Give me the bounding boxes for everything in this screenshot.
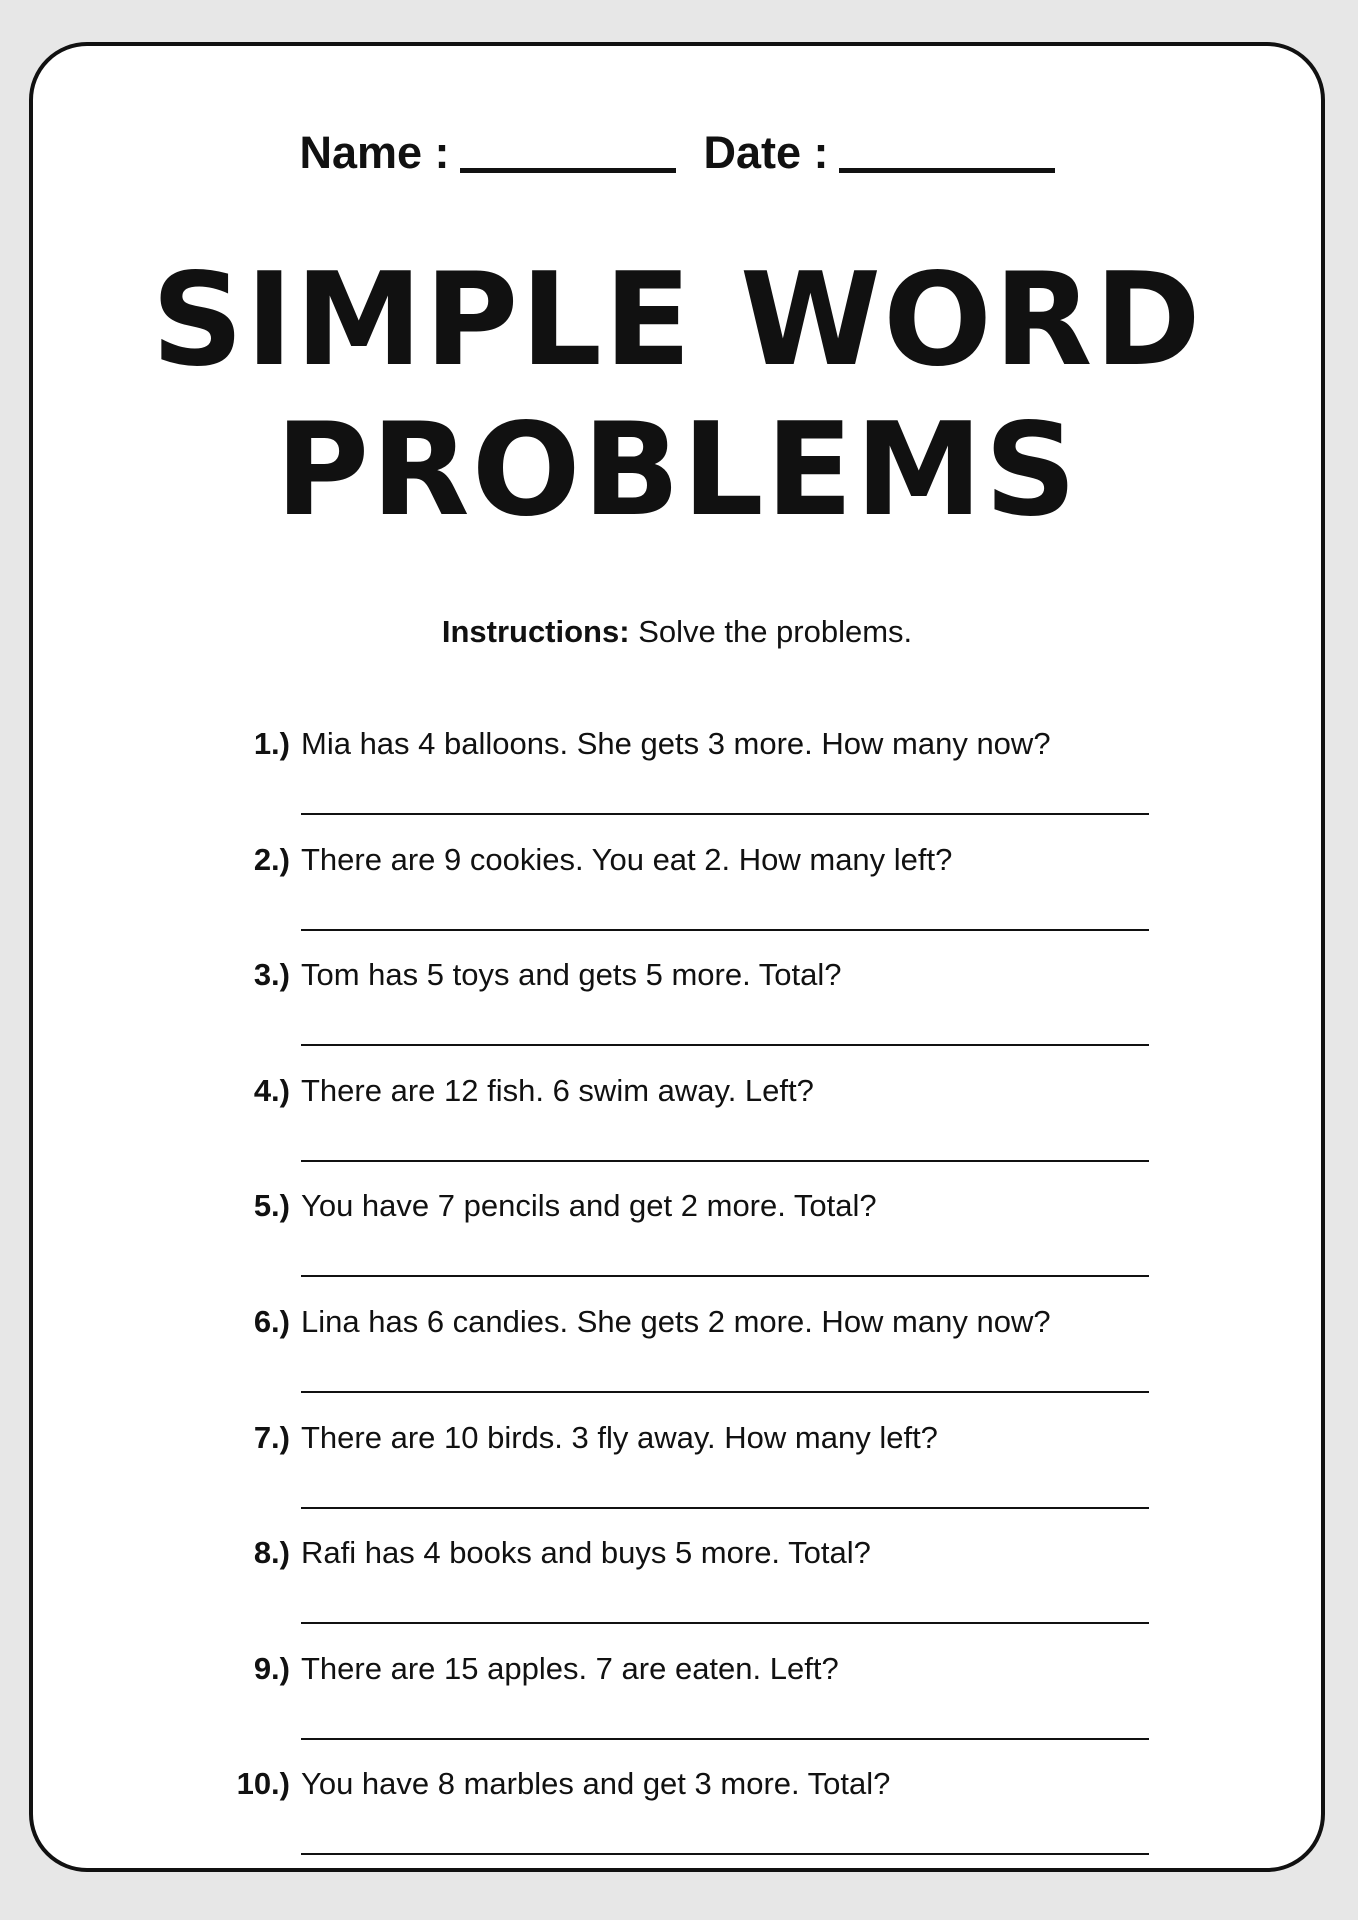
name-field [299,127,675,178]
problem-number: 4.) [253,1072,290,1108]
name-label: Name : [299,127,450,178]
list-item [33,842,1321,942]
answer-line[interactable] [301,813,1149,815]
answer-line[interactable] [301,1275,1149,1277]
problem-text: You have 8 marbles and get 3 more. Total? [301,1766,891,1802]
problem-number: 2.) [253,841,290,877]
instructions-text: Solve the problems. [638,614,913,649]
problem-text: There are 15 apples. 7 are eaten. Left? [301,1650,839,1686]
answer-line[interactable] [301,1622,1149,1624]
problem-text: There are 12 fish. 6 swim away. Left? [301,1072,814,1108]
list-item [33,1188,1321,1288]
date-field [703,127,1055,178]
header [33,115,1321,178]
problem-number: 1.) [253,726,290,761]
name-blank-line[interactable] [460,168,676,173]
title-line-1: SIMPLE WORD [151,246,1203,395]
title-line-2: PROBLEMS [275,396,1079,545]
instructions [33,614,1321,650]
problem-number: 9.) [253,1650,290,1686]
answer-line[interactable] [301,1160,1149,1162]
answer-line[interactable] [301,1391,1149,1393]
list-item [33,1304,1321,1404]
problem-text: There are 9 cookies. You eat 2. How many left? [301,841,953,877]
problem-number: 6.) [253,1304,290,1339]
problem-number: 3.) [253,957,290,993]
answer-line[interactable] [301,1853,1149,1855]
problem-number: 10.) [236,1766,290,1802]
date-blank-line[interactable] [839,168,1055,173]
problem-number: 7.) [253,1419,290,1455]
problem-number: 8.) [253,1535,290,1571]
answer-line[interactable] [301,1044,1149,1046]
worksheet-card [29,42,1325,1872]
answer-line[interactable] [301,1507,1149,1509]
list-item [33,1766,1321,1866]
answer-line[interactable] [301,929,1149,931]
problem-number: 5.) [253,1188,290,1224]
date-label: Date : [703,127,829,178]
problem-text: Lina has 6 candies. She gets 2 more. How many now? [301,1304,1051,1339]
problem-text: Tom has 5 toys and gets 5 more. Total? [301,957,842,993]
problem-text: There are 10 birds. 3 fly away. How many left? [301,1419,938,1455]
list-item [33,1073,1321,1173]
list-item [33,726,1321,826]
instructions-label: Instructions: [441,614,630,649]
list-item [33,957,1321,1057]
list-item [33,1535,1321,1635]
problem-text: Rafi has 4 books and buys 5 more. Total? [301,1535,871,1571]
list-item [33,1420,1321,1520]
problem-text: Mia has 4 balloons. She gets 3 more. How many now? [301,726,1051,761]
page-title [33,246,1321,546]
problem-text: You have 7 pencils and get 2 more. Total? [301,1188,877,1224]
list-item [33,1651,1321,1751]
answer-line[interactable] [301,1738,1149,1740]
